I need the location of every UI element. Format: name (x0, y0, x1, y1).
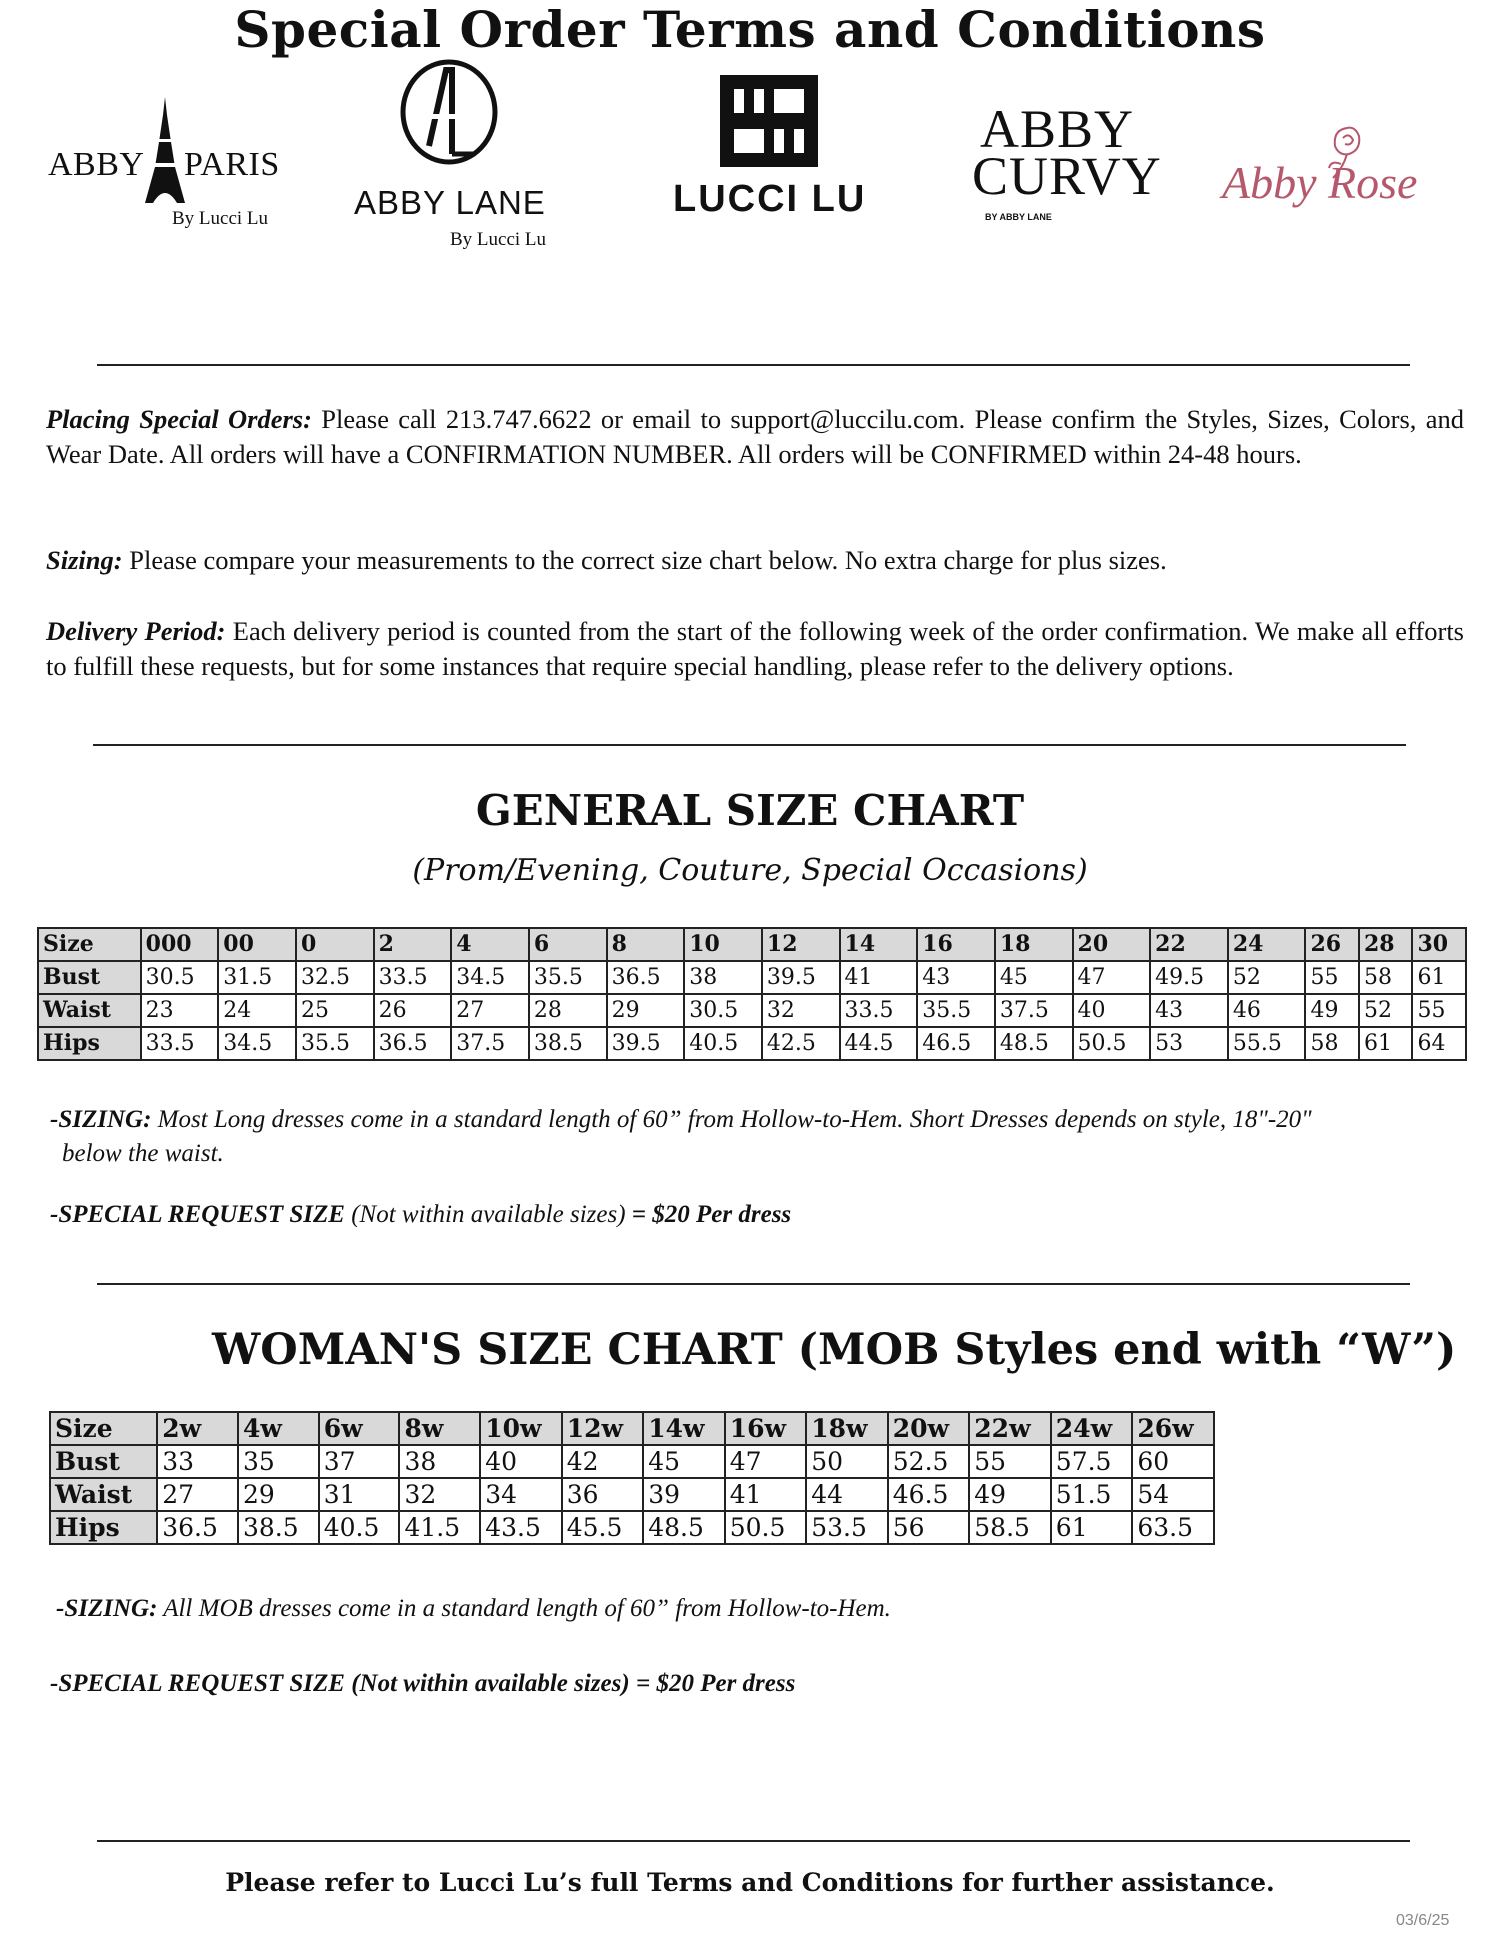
table-cell: 45.5 (562, 1511, 644, 1544)
table-cell: 27 (451, 994, 529, 1027)
abby-lane-byline: By Lucci Lu (450, 229, 547, 250)
abby-curvy-line1: ABBY (980, 99, 1135, 159)
table-cell: 48.5 (995, 1027, 1073, 1060)
table-cell: 44.5 (840, 1027, 918, 1060)
table-cell: 61 (1412, 961, 1466, 994)
general-special-label: -SPECIAL REQUEST SIZE (50, 1201, 345, 1228)
table-row (38, 961, 1466, 994)
table-cell: 55 (969, 1445, 1051, 1478)
general-sizing-label: -SIZING: (50, 1106, 152, 1133)
table-cell: 37.5 (451, 1027, 529, 1060)
table-cell: 60 (1132, 1445, 1214, 1478)
table-cell: 37 (319, 1445, 400, 1478)
general-chart-subtitle: (Prom/Evening, Couture, Special Occasions) (412, 853, 1088, 888)
table-header-cell: 24w (1051, 1412, 1133, 1445)
table-header-cell: 12w (562, 1412, 644, 1445)
table-cell: 33.5 (374, 961, 452, 994)
table-header-row (50, 1412, 1214, 1445)
table-header-row (38, 928, 1466, 961)
table-cell: 35.5 (296, 1027, 374, 1060)
table-cell: 26 (374, 994, 452, 1027)
table-cell: 49 (969, 1478, 1051, 1511)
general-special-mid: (Not within available sizes) (344, 1201, 632, 1228)
table-header-cell: 12 (762, 928, 840, 961)
table-cell: 55.5 (1228, 1027, 1306, 1060)
table-header-cell: 10w (480, 1412, 562, 1445)
table-header-cell: 4w (238, 1412, 319, 1445)
table-header-cell: 2 (374, 928, 452, 961)
table-cell: 41.5 (399, 1511, 480, 1544)
table-header-cell: 30 (1412, 928, 1466, 961)
general-sizing-note (50, 1103, 1312, 1171)
table-cell: 29 (238, 1478, 319, 1511)
table-cell: 37.5 (995, 994, 1073, 1027)
table-header-cell: 18w (806, 1412, 888, 1445)
womans-sizing-text: All MOB dresses come in a standard length of 60” from Hollow-to-Hem. (157, 1595, 891, 1622)
row-label-cell: Waist (50, 1478, 157, 1511)
table-header-cell: 26w (1132, 1412, 1214, 1445)
delivery-lead: Delivery Period: (46, 616, 226, 646)
table-cell: 43.5 (480, 1511, 562, 1544)
table-cell: 38 (684, 961, 762, 994)
table-cell: 36.5 (157, 1511, 238, 1544)
table-header-cell: 6 (529, 928, 607, 961)
table-header-cell: 16 (917, 928, 995, 961)
table-cell: 61 (1359, 1027, 1412, 1060)
table-header-cell: Size (50, 1412, 157, 1445)
table-cell: 52 (1228, 961, 1306, 994)
table-cell: 45 (643, 1445, 725, 1478)
divider (93, 744, 1406, 746)
table-cell: 36.5 (374, 1027, 452, 1060)
table-cell: 34.5 (218, 1027, 296, 1060)
table-cell: 49.5 (1150, 961, 1228, 994)
table-cell: 38.5 (529, 1027, 607, 1060)
table-cell: 55 (1412, 994, 1466, 1027)
table-header-cell: 8 (607, 928, 685, 961)
womans-special-note (50, 1667, 795, 1701)
table-cell: 50.5 (725, 1511, 807, 1544)
table-cell: 42 (562, 1445, 644, 1478)
eiffel-tower-icon (140, 97, 190, 205)
sizing-paragraph (46, 543, 1464, 578)
table-cell: 51.5 (1051, 1478, 1133, 1511)
table-cell: 41 (840, 961, 918, 994)
table-cell: 25 (296, 994, 374, 1027)
table-cell: 36.5 (607, 961, 685, 994)
general-chart-heading: GENERAL SIZE CHART (475, 786, 1025, 835)
table-cell: 33.5 (141, 1027, 219, 1060)
table-header-cell: 4 (451, 928, 529, 961)
table-header-cell: 14w (643, 1412, 725, 1445)
table-cell: 40 (1073, 994, 1151, 1027)
table-cell: 46.5 (888, 1478, 970, 1511)
table-row (38, 1027, 1466, 1060)
sizing-lead: Sizing: (46, 545, 123, 575)
table-header-cell: 18 (995, 928, 1073, 961)
general-special-note (50, 1198, 791, 1232)
divider (97, 1840, 1410, 1842)
table-cell: 47 (1073, 961, 1151, 994)
table-header-cell: 16w (725, 1412, 807, 1445)
table-header-cell: 0 (296, 928, 374, 961)
table-cell: 39.5 (762, 961, 840, 994)
table-cell: 45 (995, 961, 1073, 994)
table-header-cell: 22 (1150, 928, 1228, 961)
table-cell: 38 (399, 1445, 480, 1478)
table-cell: 40.5 (684, 1027, 762, 1060)
table-cell: 23 (141, 994, 219, 1027)
table-cell: 31.5 (218, 961, 296, 994)
date-code: 03/6/25 (1396, 1912, 1450, 1929)
table-cell: 32 (762, 994, 840, 1027)
table-row (38, 994, 1466, 1027)
row-label-cell: Waist (38, 994, 141, 1027)
table-header-cell: 28 (1359, 928, 1412, 961)
table-cell: 58 (1305, 1027, 1358, 1060)
page-title: Special Order Terms and Conditions (234, 0, 1266, 59)
table-cell: 58 (1359, 961, 1412, 994)
table-cell: 33 (157, 1445, 238, 1478)
table-cell: 28 (529, 994, 607, 1027)
table-cell: 38.5 (238, 1511, 319, 1544)
womans-size-table (49, 1411, 1215, 1545)
table-cell: 40 (480, 1445, 562, 1478)
row-label-cell: Hips (38, 1027, 141, 1060)
table-cell: 33.5 (840, 994, 918, 1027)
table-cell: 53 (1150, 1027, 1228, 1060)
table-cell: 56 (888, 1511, 970, 1544)
table-cell: 41 (725, 1478, 807, 1511)
table-header-cell: 20w (888, 1412, 970, 1445)
table-cell: 52 (1359, 994, 1412, 1027)
sizing-text: Please compare your measurements to the correct size chart below. No extra charge for plus sizes. (122, 545, 1167, 575)
table-header-cell: Size (38, 928, 141, 961)
table-header-cell: 24 (1228, 928, 1306, 961)
table-cell: 27 (157, 1478, 238, 1511)
table-cell: 36 (562, 1478, 644, 1511)
table-cell: 42.5 (762, 1027, 840, 1060)
table-header-cell: 10 (684, 928, 762, 961)
table-header-cell: 22w (969, 1412, 1051, 1445)
abby-lane-monogram-icon (399, 58, 499, 166)
table-cell: 53.5 (806, 1511, 888, 1544)
table-cell: 35.5 (529, 961, 607, 994)
womans-special-text: -SPECIAL REQUEST SIZE (Not within available sizes) = $20 Per dress (50, 1670, 796, 1697)
table-row (50, 1445, 1214, 1478)
womans-sizing-label: -SIZING: (56, 1595, 158, 1622)
divider (97, 364, 1410, 366)
table-cell: 43 (1150, 994, 1228, 1027)
table-header-cell: 000 (141, 928, 219, 961)
placing-orders-paragraph (46, 402, 1464, 472)
table-cell: 63.5 (1132, 1511, 1214, 1544)
table-cell: 50 (806, 1445, 888, 1478)
delivery-paragraph (46, 614, 1464, 684)
table-cell: 32 (399, 1478, 480, 1511)
table-cell: 44 (806, 1478, 888, 1511)
table-cell: 30.5 (684, 994, 762, 1027)
table-cell: 31 (319, 1478, 400, 1511)
table-cell: 24 (218, 994, 296, 1027)
abby-paris-byline: By Lucci Lu (172, 208, 269, 229)
table-cell: 48.5 (643, 1511, 725, 1544)
table-cell: 49 (1305, 994, 1358, 1027)
table-cell: 46 (1228, 994, 1306, 1027)
table-cell: 64 (1412, 1027, 1466, 1060)
table-cell: 35.5 (917, 994, 995, 1027)
placing-orders-text: Please call 213.747.6622 or email to support@luccilu.com. Please confirm the Styles, Sizes, Colors, and Wear Date. All orders will have a CONFIRMATION NUMBER. All orders will be CONFIRMED within 24-48 hours. (46, 404, 1465, 469)
row-label-cell: Hips (50, 1511, 157, 1544)
table-header-cell: 20 (1073, 928, 1151, 961)
lucci-lu-mark-icon (720, 75, 818, 167)
abby-lane-name: ABBY LANE (354, 184, 546, 221)
abby-curvy-byline: BY ABBY LANE (985, 212, 1052, 222)
divider (97, 1283, 1410, 1285)
row-label-cell: Bust (38, 961, 141, 994)
general-sizing-text: Most Long dresses come in a standard length of 60” from Hollow-to-Hem. Short Dresses depends on style, 18"-20" (151, 1106, 1312, 1133)
table-cell: 52.5 (888, 1445, 970, 1478)
table-cell: 58.5 (969, 1511, 1051, 1544)
table-cell: 47 (725, 1445, 807, 1478)
table-cell: 39.5 (607, 1027, 685, 1060)
table-cell: 54 (1132, 1478, 1214, 1511)
table-cell: 34 (480, 1478, 562, 1511)
table-header-cell: 14 (840, 928, 918, 961)
table-cell: 35 (238, 1445, 319, 1478)
table-row (50, 1478, 1214, 1511)
general-special-price: = $20 Per dress (631, 1201, 792, 1228)
table-cell: 61 (1051, 1511, 1133, 1544)
table-header-cell: 26 (1305, 928, 1358, 961)
table-cell: 29 (607, 994, 685, 1027)
table-cell: 30.5 (141, 961, 219, 994)
table-cell: 32.5 (296, 961, 374, 994)
table-header-cell: 2w (157, 1412, 238, 1445)
abby-paris-right: PARIS (184, 146, 280, 183)
table-cell: 40.5 (319, 1511, 400, 1544)
table-cell: 39 (643, 1478, 725, 1511)
abby-rose-name: Abby Rose (1222, 157, 1418, 208)
table-cell: 34.5 (451, 961, 529, 994)
table-cell: 46.5 (917, 1027, 995, 1060)
placing-orders-lead: Placing Special Orders: (46, 404, 312, 434)
row-label-cell: Bust (50, 1445, 157, 1478)
table-header-cell: 6w (319, 1412, 400, 1445)
delivery-text: Each delivery period is counted from the start of the following week of the order confirmation. We make all efforts to fulfill these requests, but for some instances that require special handling, please refer to the delivery options. (46, 616, 1464, 681)
table-cell: 50.5 (1073, 1027, 1151, 1060)
table-cell: 55 (1305, 961, 1358, 994)
footer-note: Please refer to Lucci Lu’s full Terms and Conditions for further assistance. (225, 1868, 1275, 1897)
abby-paris-left: ABBY (48, 146, 145, 183)
table-header-cell: 00 (218, 928, 296, 961)
womans-sizing-note (56, 1592, 891, 1626)
general-sizing-text-2: below the waist. (62, 1140, 224, 1167)
general-size-table (37, 927, 1467, 1061)
table-cell: 57.5 (1051, 1445, 1133, 1478)
womans-chart-heading: WOMAN'S SIZE CHART (MOB Styles end with “W”) (212, 1325, 1457, 1375)
table-cell: 43 (917, 961, 995, 994)
table-header-cell: 8w (399, 1412, 480, 1445)
table-row (50, 1511, 1214, 1544)
abby-curvy-line2: CURVY (972, 146, 1162, 206)
lucci-lu-name: LUCCI LU (673, 178, 867, 220)
